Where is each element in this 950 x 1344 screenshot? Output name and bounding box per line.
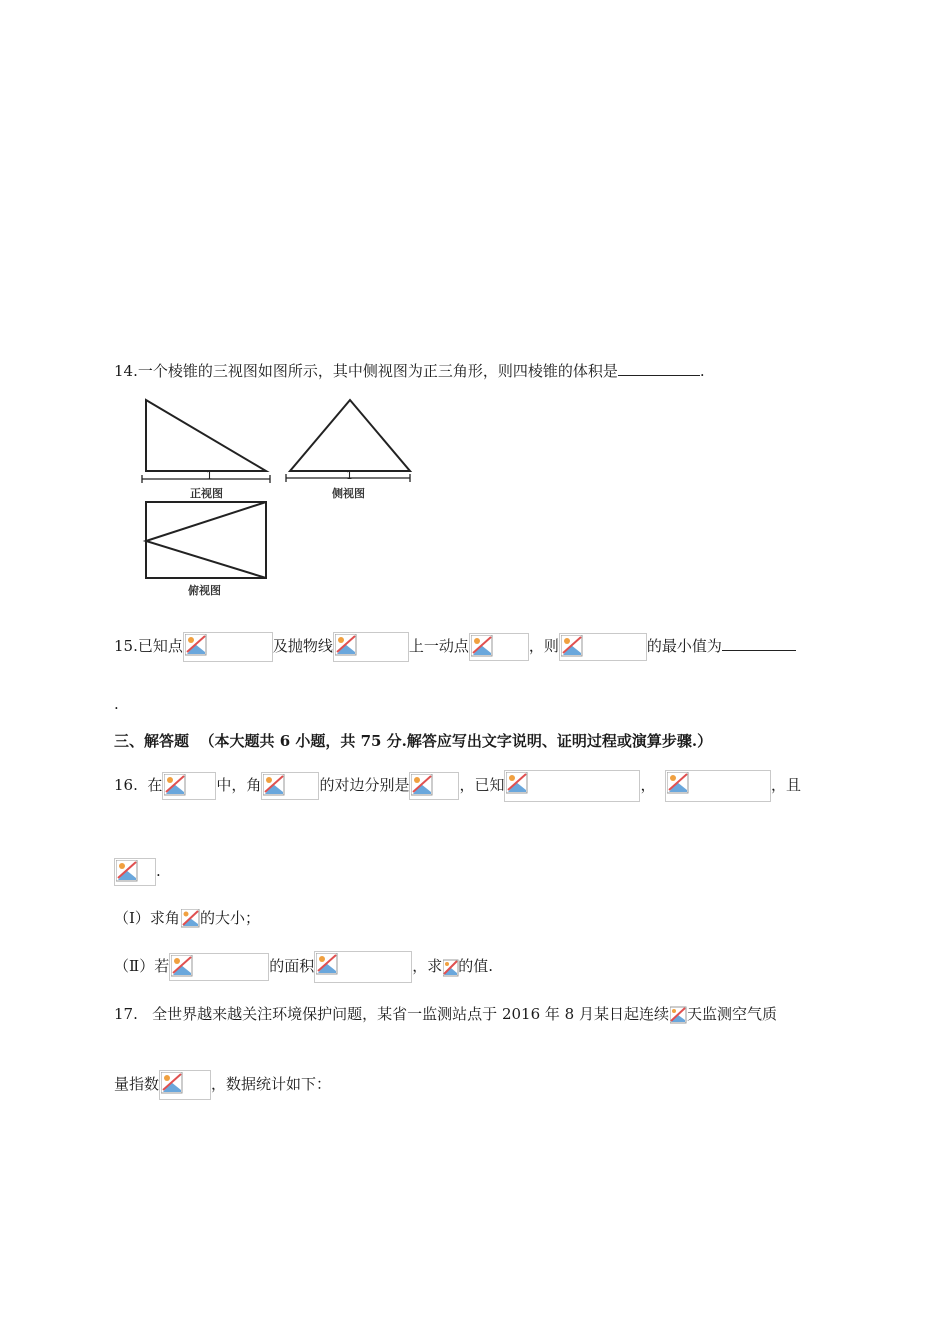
formula-image: [504, 770, 640, 802]
q16-part-1: （Ⅰ）求角 的大小；: [114, 908, 260, 930]
answer-blank[interactable]: [618, 361, 700, 376]
side-dimension: 1: [346, 469, 353, 482]
q16-part-2: （Ⅱ）若 的面积 ，求 的值.: [114, 951, 493, 983]
broken-image-icon: [164, 774, 186, 796]
broken-image-icon: [316, 953, 338, 975]
q16-condition: .: [114, 858, 161, 886]
q17-line-2: 量指数 ，数据统计如下：: [114, 1070, 331, 1100]
section-heading: [114, 731, 712, 751]
broken-image-icon: [561, 635, 583, 657]
broken-image-icon: [335, 634, 357, 656]
formula-image: [114, 858, 156, 886]
top-view-label: 俯视图: [188, 584, 221, 597]
broken-image-icon: [443, 958, 461, 978]
question-16: 16. 在 中，角 的对边分别是 ，已知 ， ，且: [114, 770, 801, 802]
three-view-figure: [118, 395, 418, 600]
formula-image: [409, 772, 459, 800]
broken-image-icon: [411, 774, 433, 796]
broken-image-icon: [185, 634, 207, 656]
top-view: [146, 502, 266, 597]
broken-image-icon: [181, 909, 203, 931]
broken-image-icon: [471, 635, 493, 657]
formula-image: [162, 772, 216, 800]
formula-image: [169, 953, 269, 981]
broken-image-icon: [263, 774, 285, 796]
front-view-label: 正视图: [190, 487, 223, 500]
question-17: 17. 全世界越来越关注环境保护问题，某省一监测站点于 2016 年 8 月某日起连续 天监测空气质: [114, 1004, 777, 1026]
broken-image-icon: [161, 1072, 183, 1094]
broken-image-icon: [171, 955, 193, 977]
question-14: 14.一个棱锥的三视图如图所示，其中侧视图为正三角形，则四棱锥的体积是 .: [114, 362, 705, 380]
front-view: [142, 400, 270, 500]
formula-image: [333, 632, 409, 662]
formula-image: [261, 772, 319, 800]
front-dimension: 1: [206, 469, 213, 482]
formula-image: [669, 1004, 687, 1026]
broken-image-icon: [506, 772, 528, 794]
q15-end: .: [114, 695, 119, 713]
formula-image: [442, 957, 458, 977]
section-note: （本大题共 6 小题，共 75 分.解答应写出文字说明、证明过程或演算步骤.）: [199, 732, 713, 750]
broken-image-icon: [116, 860, 138, 882]
formula-image: [159, 1070, 211, 1100]
section-title: 三、解答题: [114, 732, 190, 750]
question-text: 一个棱锥的三视图如图所示，其中侧视图为正三角形，则四棱锥的体积是: [137, 362, 618, 380]
formula-image: [180, 908, 200, 930]
side-view-label: 侧视图: [332, 487, 365, 500]
formula-image: [469, 633, 529, 661]
formula-image: [559, 633, 647, 661]
broken-image-icon: [667, 772, 689, 794]
question-15: 15.已知点 及抛物线 上一动点 ，则 的最小值为: [114, 632, 796, 662]
formula-image: [183, 632, 273, 662]
formula-image: [665, 770, 771, 802]
question-number: 14.: [114, 362, 138, 380]
broken-image-icon: [670, 1005, 688, 1027]
answer-blank[interactable]: [722, 636, 796, 651]
side-view: [286, 400, 410, 500]
formula-image: [314, 951, 412, 983]
